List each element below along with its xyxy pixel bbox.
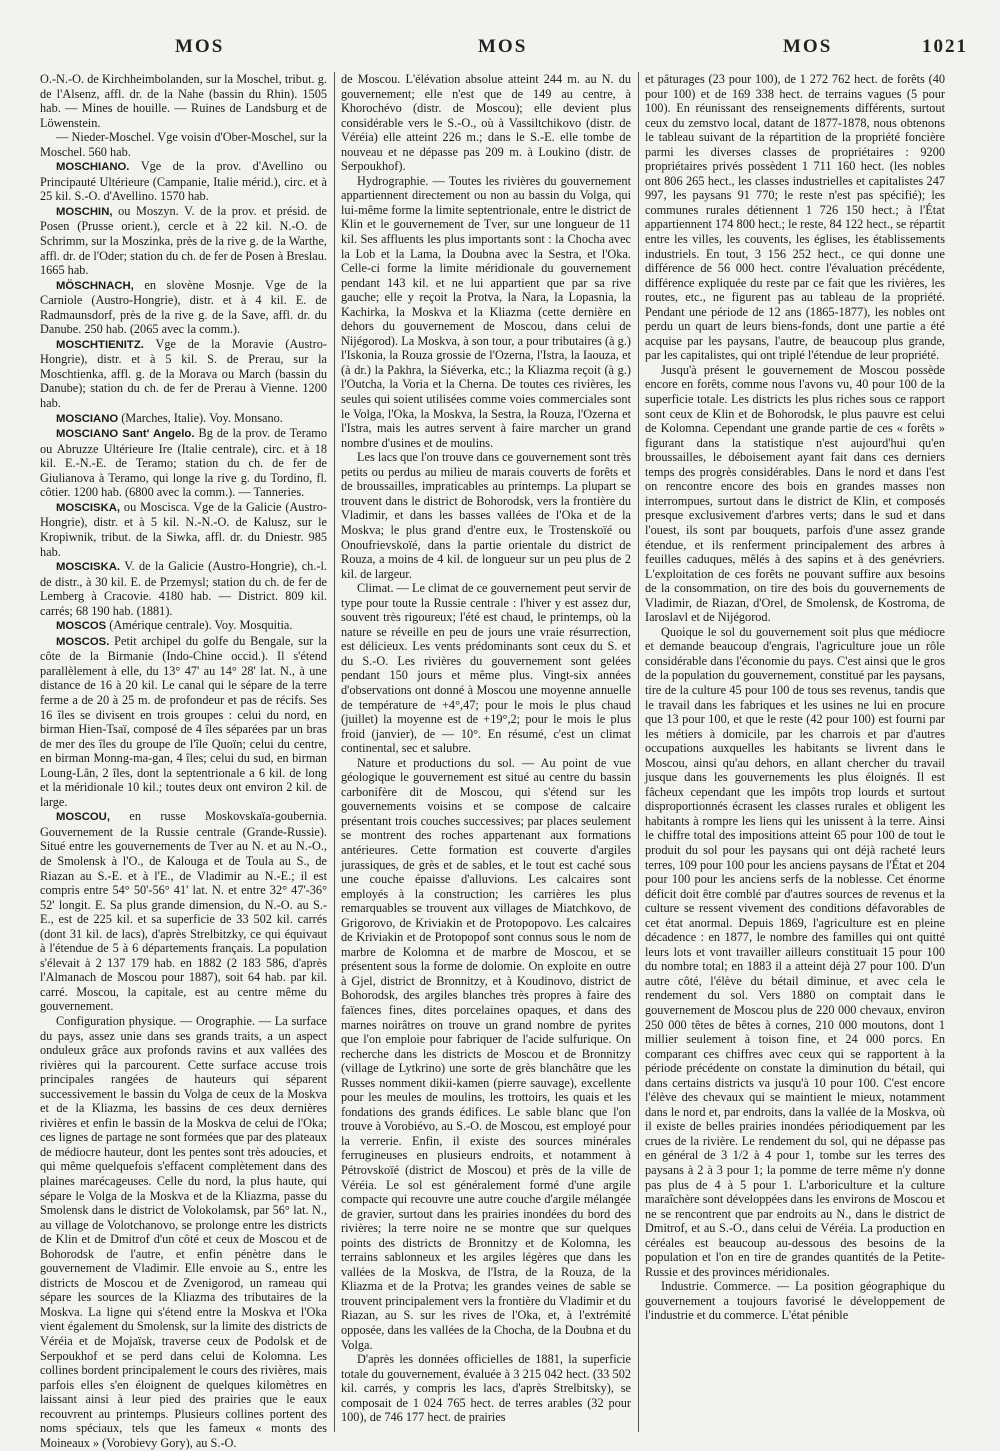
text-column-1 — [40, 72, 327, 1450]
paragraph-text: D'après les données officielles de 1881, la superficie totale du gouvernement, évaluée à 3 215 042 hect. (33 502 kil. carrés, y compris les lacs, d'après Strelbitsky), se composait de 1 024 765 hect. de terres arables (32 pour 100), de 746 177 hect. de prairies — [341, 1352, 631, 1425]
dictionary-entry — [40, 278, 327, 337]
paragraph-text: Hydrographie. — Toutes les rivières du gouvernement appartiennent directement ou non au bassin du Volga, qui lui-même forme la limite septentrionale, entre le district de Klin et le gouvernement de Tver, sur une longueur de 11 kil. Ses affluents les plus importants sont : la Chocha avec la Lob et la Lama, la Doubna avec la Sestra, et l'Oka. Celle-ci forme la limite méridionale du gouvernement pendant 143 kil. et ne lui appartient que par sa rive gauche; elle y reçoit la Protva, la Nara, la Lopasnia, la Kachirka, la Moskva et la Kliazma (cette dernière en dehors du gouvernement de Moscou, dans celui de Nijégorod). La Moskva, à son tour, a pour tributaires (à g.) l'Iskonia, la Rouza grossie de l'Ozerna, l'Istra, la Iaouza, et (à dr.) la Pakhra, la Siéverka, etc.; la Kliazma reçoit (à g.) l'Outcha, la Voria et la Cherna. De toutes ces rivières, les seules qui soient utilisées comme voies commerciales sont le Volga, l'Oka, la Moskva, la Sestra, la Rouza, l'Ozerna et l'Istra, mais les autres servent à faire marcher un grand nombre d'usines et de moulins. — [341, 173, 631, 450]
paragraph-text: O.-N.-O. de Kirchheimbolanden, sur la Moschel, tribut. g. de l'Alsenz, affl. dr. de la Nahe (bassin du Rhin). 1505 hab. — Mines de houille. — Ruines de Landsburg et de Löwenstein. — [40, 72, 327, 130]
text-paragraph — [645, 363, 945, 625]
text-column-3 — [645, 72, 945, 1442]
paragraph-text: de Moscou. L'élévation absolue atteint 244 m. au N. du gouvernement; elle n'est que de 149 au centre, à Khorochévo (distr. de Moscou); elle devient plus considérable vers le S.-O., où à Vassiltchikovo (distr. de Véréia) elle atteint 226 m.; dans le S.-E. elle tombe de nouveau et ne dépasse pas 209 m. à Loukino (distr. de Serpoukhof). — [341, 72, 631, 174]
paragraph-text: V. de la Galicie (Austro-Hongrie), ch.-l. de distr., à 30 kil. E. de Przemysl; station du ch. de fer de Lemberg à Cracovie. 4180 hab. — District. 809 kil. carrés; 68 190 hab. (1881). — [40, 559, 327, 618]
paragraph-text: ou Moscisca. Vge de la Galicie (Austro-Hongrie), distr. et à 5 kil. N.-N.-O. de Kalusz, sur le Kropiwnik, tribut. de la Siwka, affl. dr. du Dniestr. 985 hab. — [40, 499, 327, 559]
dictionary-entry — [40, 204, 327, 278]
entry-headword: MÖSCHNACH, — [56, 279, 134, 292]
paragraph-text: (Amérique centrale). Voy. Mosquitia. — [106, 618, 293, 633]
entry-headword: MOSCIANO Sant' Angelo. — [56, 428, 195, 441]
text-paragraph — [40, 1014, 327, 1450]
entry-headword: MOSCISKA. — [56, 561, 121, 574]
paragraph-text: Industrie. Commerce. — La position géographique du gouvernement a toujours favorisé le développement de l'industrie et du commerce. L'état pénible — [645, 1279, 945, 1323]
header-right-keyword: MOS — [783, 36, 833, 57]
entry-headword: MOSCHIANO. — [56, 161, 130, 174]
paragraph-text: en russe Moskovskaïa-goubernia. Gouvernement de la Russie centrale (Grande-Russie). Situé entre les gouvernements de Tver au N. et au N.-O., de Smolensk à l'O., de Kalouga et de Toula au S., de Riazan au S.-E. et à l'E., de Vladimir au N.-E.; il est compris entre 54° 50'-56° 41' lat. N. et entre 32° 47'-36° 52' longit. E. Sa plus grande dimension, du N.-O. au S.-E., est de 225 kil. et sa superficie de 33 502 kil. carrés (dont 31 kil. de lacs), d'après Strelbitzky, ce qui équivaut à l'étendue de 5 à 6 départements français. La population s'élevait à 2 137 179 hab. en 1882 (2 183 586, d'après l'Almanach de Moscou pour 1887), soit 64 hab. par kil. carré. Moscou, la capitale, est au centre même du gouvernement. — [40, 809, 327, 1014]
text-paragraph — [645, 625, 945, 1280]
paragraph-text: Vge de la Moravie (Austro-Hongrie), distr. et à 5 kil. S. de Prerau, sur la Moschtienka, affl. g. de la Morava ou March (bassin du Danube); station du ch. de fer de Prerau à Vienne. 1200 hab. — [40, 336, 327, 411]
running-header — [0, 36, 1000, 64]
text-paragraph — [341, 1352, 631, 1425]
dictionary-entry — [40, 426, 327, 500]
paragraph-text: Bg de la prov. de Teramo ou Abruzze Ultérieure Ire (Italie centrale), circ. et à 18 kil. E.-N.-E. de Teramo; station du ch. de fer de Giulianova à Teramo, qui longe la rive g. du Tordino, fl. côtier. 1200 hab. (6800 avec la comm.). — Tanneries. — [40, 426, 327, 500]
text-paragraph — [341, 72, 631, 174]
text-columns — [0, 72, 1000, 1450]
dictionary-entry — [40, 337, 327, 411]
dictionary-entry — [40, 500, 327, 559]
paragraph-text: (Marches, Italie). Voy. Monsano. — [118, 410, 283, 425]
paragraph-text: Vge de la prov. d'Avellino ou Principauté Ultérieure (Campanie, Italie mérid.), circ. et à 25 kil. S.-O. d'Avellino. 1570 hab. — [40, 159, 327, 204]
paragraph-text: Nature et productions du sol. — Au point de vue géologique le gouvernement est situé au centre du bassin carbonifère dit de Moscou, qui s'étend sur les gouvernements voisins et se compose de calcaire présentant trois couches successives; par places seulement se montrent des roches appartenant aux formations antérieures. Cette formation est couverte d'argiles jurassiques, de grès et de sables, et le tout est caché sous une couche épaisse d'alluvions. Les calcaires sont employés à la construction; les carrières les plus remarquables se trouvent aux villages de Miatchkovo, de Grigorovo, de Kriviakin et de Protopopovo. Les calcaires de Kriviakin et de Protopopof sont connus sous le nom de marbre de Kolomna et de marbre de Moscou, et se présentent sous la forme de dolomie. On exploite en outre à Gjel, district de Bronnitzy, et à Koudinovo, district de Bohorodsk, des argiles blanches très propres à faire des faïences fines, dites porcelaines opaques, et dans des marnes noirâtres on trouve un grand nombre de pyrites que l'on emploie pour fabriquer de l'acide sulfurique. On recherche dans les districts de Moscou et de Bronnitzy (village de Lytkrino) une sorte de grès blanchâtre que les Russes nomment dikii-kamen (pierre sauvage), excellente pour les meules de moulins, les trottoirs, les quais et les fondations des grands édifices. Le sable blanc que l'on trouve à Vorobiévo, au S.-O. de Moscou, est employé pour la verrerie. Enfin, il existe des sources minérales ferrugineuses en plusieurs endroits, et notamment à Pétrovskoïé (district de Moscou) et près de la ville de Véréia. Le sol est généralement formé d'une argile compacte qui recouvre une autre couche d'argile mélangée de gravier, surtout dans les prairies inondées du bord des rivières; la terre noire ne se montre que sur quelques points des districts de Bronnitzy et de Kolomna, les terrains sablonneux et les argiles légères que dans les vallées de la Moskva, de l'Istra, de la Rouza, de la Kliazma et de la Protva; les grandes veines de sable se trouvent principalement vers la frontière du Vladimir et du Riazan, au S. sur les rives de l'Oka, et, à l'extrémité opposée, dans les vallées de la Chocha, de la Doubna et du Volga. — [341, 755, 631, 1352]
entry-headword: MOSCOS — [56, 620, 107, 633]
paragraph-text: ou Moszyn. V. de la prov. et présid. de Posen (Prusse orient.), cercle et à 22 kil. N.-O. de Schrimm, sur la Moszinka, près de la rive g. de la Warthe, affl. dr. de l'Oder; station du ch. de fer de Posen à Breslau. 1665 hab. — [40, 203, 327, 278]
paragraph-text: Configuration physique. — Orographie. — La surface du pays, assez unie dans ses grands traits, a un aspect onduleux grâce aux profonds ravins et aux vallées des rivières qui la parcourent. Cette surface accuse trois principales rangées de hauteurs qui séparent successivement le bassin du Volga de ceux de la Moskva et de la Kliazma, les bassins de ces deux dernières rivières et enfin le bassin de la Moskva de celui de l'Oka; ces lignes de partage ne sont formées que par des plateaux de médiocre hauteur, dont les pentes sont très adoucies, et qui même quelquefois s'effacent complètement dans des plaines marécageuses. Celle du nord, la plus haute, qui sépare le Volga de la Moskva et de la Kliazma, passe du Smolensk dans le district de Volokolamsk, par 56° lat. N., au village de Volotchanovo, se prolonge entre les districts de Klin et de Dmitrof d'un côté et ceux de Moscou et de Bohorodsk de l'autre, et enfin pénètre dans le gouvernement de Vladimir. Elle envoie au S., entre les districts de Moscou et de Zvenigorod, un rameau qui sépare les sources de la Kliazma des tributaires de la Moskva. La ligne qui s'étend entre la Moskva et l'Oka vient également du Smolensk, sur la limite des districts de Véréia et de Mojaïsk, traverse ceux de Podolsk et de Serpoukhof et se perd dans celui de Kolomna. Les collines bordent principalement le cours des rivières, mais parfois elles s'en éloignent de quelques kilomètres en laissant ainsi à leur pied des prairies que le eaux recouvrent au printemps. Plusieurs collines portent des noms spéciaux, tels que les fameux « monts des Moineaux » (Vorobievy Gory), au S.-O. — [40, 1014, 327, 1450]
dictionary-entry — [40, 809, 327, 1014]
header-left-keyword: MOS — [175, 36, 225, 57]
text-column-2 — [341, 72, 631, 1442]
text-paragraph — [645, 72, 945, 363]
entry-headword: MOSCHTIENITZ. — [56, 338, 144, 351]
dictionary-entry — [40, 634, 327, 810]
dictionary-entry — [40, 559, 327, 618]
entry-headword: MOSCIANO — [56, 412, 119, 425]
entry-headword: MOSCOU, — [56, 811, 110, 824]
text-paragraph — [341, 756, 631, 1352]
paragraph-text: Quoique le sol du gouvernement soit plus que médiocre et demande beaucoup d'engrais, l'agriculture joue un rôle considérable dans l'économie du pays. C'est ainsi que le gros de la population du gouvernement, constitué par les paysans, tire de la culture 45 pour 100 de tous ses revenus, tandis que le travail dans les fabriques et les usines ne lui en procure que 13 pour 100, et que le reste (42 pour 100) est fourni par les métiers à domicile, par les charrois et par d'autres occupations auxquelles les habitants se livrent dans le Moscou, ainsi qu'au dehors, en allant chercher du travail jusque dans les gouvernements les plus éloignés. Il est fâcheux cependant que les impôts trop lourds et surtout disproportionnés écrasent les classes rurales et obligent les habitants à rompre les liens qui les unissent à la terre. Ainsi le chiffre total des impositions atteint 65 pour 100 de tout le produit du sol pour les paysans qui ont déjà racheté leurs terres, 109 pour 100 pour les anciens paysans de l'État et 204 pour 100 pour les anciens serfs de la noblesse. Cet énorme déficit doit être comblé par d'autres sources de revenus et la culture se ressent vivement des conditions défavorables de cet état anormal. Depuis 1869, l'agriculture est en pleine décadence : en 1877, le nombre des familles qui ont quitté leurs lots et vont travailler ailleurs constituait 15 pour 100 du nombre total; en 1883 il a atteint déjà 27 pour 100. D'un autre côté, l'élève du bétail diminue, et avec cela le rendement du sol. Vers 1880 on comptait dans le gouvernement de Moscou plus de 220 000 chevaux, environ 250 000 têtes de bêtes à cornes, 210 000 moutons, dont 1 millier seulement à toison fine, et 24 000 porcs. En comparant ces chiffres avec ceux qui se rapportent à la période précédente on constate la diminution du bétail, qui dans certains districts va jusqu'à 10 pour 100. C'est encore l'élève des chevaux qui se maintient le mieux, notamment dans le nord et, par endroits, dans la vallée de la Moskva, où il existe de belles prairies inondées périodiquement par les crues de la rivière. Le rendement du sol, qui ne dépasse pas en général de 3 1/2 à 4 pour 1, tombe sur les terres des paysans à 2 à 3 pour 1; la pomme de terre même n'y donne pas plus de 4 à 5 pour 1. L'arboriculture et la culture maraîchère sont développées dans les environs de Moscou et ne se rencontrent que par endroits au N., dans le district de Dmitrof, et au S.-O., dans celui de Véréia. La production en céréales est beaucoup au-dessous des besoins de la population et l'on en tire de grandes quantités de la Petite-Russie et des provinces méridionales. — [645, 624, 945, 1279]
paragraph-text: Jusqu'à présent le gouvernement de Moscou possède encore en forêts, comme nous l'avons vu, 40 pour 100 de la superficie totale. Les districts les plus riches sous ce rapport sont ceux de Klin et de Bohorodsk, le plus pauvre est celui de Kolomna. Cependant une grande partie de ces « forêts » figurant dans la statistique n'est aujourd'hui qu'en broussailles, le déboisement ayant fait dans ces derniers temps des progrès considérables. Dans le nord et dans l'est on rencontre encore des bois en grandes masses non interrompues, surtout dans le district de Klin, et composés presque exclusivement d'arbres verts; dans le sud et dans l'ouest, ils sont par bouquets, parfois d'une assez grande étendue, et ils renferment principalement des arbres à feuilles caduques, mêlés à des sapins et à des genévriers. L'exploitation de ces forêts ne pouvant suffire aux besoins de la consommation, on tire des bois du gouvernements de Vladimir, de Riazan, d'Orel, de Smolensk, de Kostroma, de Iaroslavl et de Nijégorod. — [645, 362, 945, 625]
header-center-keyword: MOS — [478, 36, 528, 57]
paragraph-text: — Nieder-Moschel. Vge voisin d'Ober-Moschel, sur la Moschel. 560 hab. — [40, 130, 327, 159]
paragraph-text: Petit archipel du golfe du Bengale, sur la côte de la Birmanie (Indo-Chine occid.). Il s'étend parallèlement à elle, du 13° 47' au 14° 28' lat. N., à une distance de 16 à 20 kil. Le canal qui le sépare de la terre ferme a de 20 à 25 m. de profondeur et pas de récifs. Ses 16 îles se divisent en trois groupes : celui du nord, en birman Hien-Tsaï, composé de 4 îles séparées par un bras de mer des îles du groupe de l'île Quoïn; celui du centre, en birman Monng-ma-gan, 4 îles; celui du sud, en birman Loung-Lân, 2 îles, dont la septentrionale a 6 kil. de long et la méridionale 10 kil.; toutes deux ont environ 2 kil. de large. — [40, 633, 327, 809]
text-paragraph — [341, 581, 631, 756]
text-paragraph — [645, 1279, 945, 1323]
text-paragraph — [341, 174, 631, 450]
paragraph-text: Les lacs que l'on trouve dans ce gouvernement sont très petits ou perdus au milieu de marais couverts de forêts et de broussailles, impraticables au printemps. La plupart se trouvent dans le district de Bohorodsk, vers la frontière du Vladimir, et dans les basses vallées de l'Oka et de la Moskva; le plus grand d'entre eux, le Trostenskoïé ou Onoufrievskoïé, dans la partie orientale du district de Rouza, a moins de 4 kil. de longueur sur un peu plus de 2 kil. de largeur. — [341, 450, 631, 581]
text-paragraph — [341, 450, 631, 581]
paragraph-text: et pâturages (23 pour 100), de 1 272 762 hect. de forêts (40 pour 100) et de 169 338 hect. de terrains vagues (5 pour 100). En réunissant des renseignements différents, surtout ceux du zemstvo local, datant de 1877-1878, nous obtenons le tableau suivant de la répartition de la propriété foncière parmi les diverses classes de propriétaires : 9200 propriétaires privés possèdent 1 711 160 hect. (les nobles ont 806 265 hect., les classes industrielles et capitalistes 247 997, les paysans 91 770; le reste n'est pas spécifié); les communes rurales détiennent 1 726 150 hect.; à l'État appartiennent 174 800 hect.; le reste, 84 122 hect., se répartit entre les villes, les couvents, les églises, les établissements industriels. En tout, 3 156 252 hect., ce qui donne une différence de 56 000 hect. contre l'évaluation précédente, différence expliquée du reste par ce fait que les rivières, les routes, etc., ne figurent pas au tableau de la propriété. Pendant une période de 12 ans (1865-1877), les nobles ont perdu un quart de leurs biens-fonds, dont une partie a été acquise par les paysans, l'autre, de beaucoup plus grande, par les capitalistes, qui ont triplé l'étendue de leur propriété. — [645, 72, 945, 363]
entry-headword: MOSCHIN, — [56, 205, 113, 218]
text-paragraph — [40, 130, 327, 159]
paragraph-text: Climat. — Le climat de ce gouvernement peut servir de type pour toute la Russie centrale : l'hiver y est assez dur, souvent très rigoureux; l'été est chaud, le printemps, où la nature se réveille en peu de jours une vraie résurrection, est délicieux. Les vents prédominants sont ceux du S. et du S.-O. Les rivières du gouvernement sont gelées pendant 150 jours et même plus. Vingt-six années d'observations ont donné à Moscou une moyenne annuelle de température de +4°,47; pour le mois le plus chaud (juillet) la moyenne est de +19°,2; pour le mois le plus froid (janvier), de — 10°. En résumé, c'est un climat continental, sec et salubre. — [341, 581, 631, 756]
entry-headword: MOSCOS. — [56, 635, 110, 648]
dictionary-entry — [40, 159, 327, 204]
entry-headword: MOSCISKA, — [56, 501, 121, 514]
paragraph-text: en slovène Mosnje. Vge de la Carniole (Austro-Hongrie), distr. et à 4 kil. E. de Radmaunsdorf, près de la rive g. de la Save, affl. dr. du Danube. 250 hab. (2065 avec la comm.). — [40, 277, 327, 337]
dictionary-entry — [40, 411, 327, 427]
page-number: 1021 — [922, 36, 968, 57]
text-paragraph — [40, 72, 327, 130]
dictionary-entry — [40, 618, 327, 634]
